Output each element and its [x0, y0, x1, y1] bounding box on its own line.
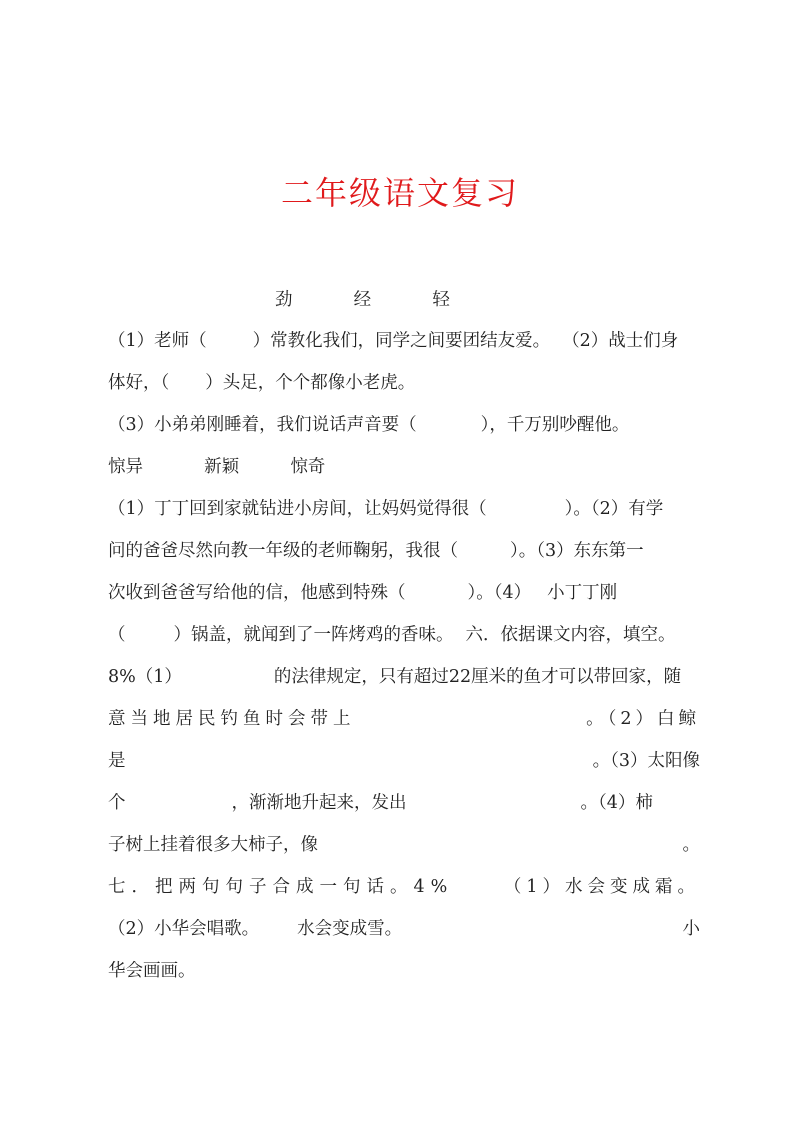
word-item: 惊奇	[290, 457, 326, 477]
text-span: 意当地居民钓鱼时会带上	[108, 709, 356, 729]
text-line	[108, 791, 700, 815]
text-line	[108, 329, 700, 353]
text-span: 子树上挂着很多大柿子，像	[108, 835, 318, 855]
text-span: ）。（4）	[467, 583, 532, 603]
text-span: 的法律规定，只有超过22厘米的鱼才可以带回家，随	[273, 667, 682, 687]
text-span: ）头足，个个都像小老虎。	[205, 373, 416, 393]
text-line	[108, 959, 700, 983]
text-span: 次收到爸爸写给他的信，他感到特殊（	[108, 583, 406, 603]
text-span: 8%（1）	[108, 667, 182, 687]
text-line	[108, 623, 700, 647]
word-item: 惊异	[108, 457, 143, 477]
text-span: 体好，（	[108, 373, 170, 393]
text-span: 华会画画。	[108, 961, 196, 981]
text-span: ）锅盖，就闻到了一阵烤鸡的香味。	[173, 625, 454, 645]
text-span: 六．依据课文内容，填空。	[465, 625, 676, 645]
text-span: （2）战士们身	[562, 331, 679, 351]
text-span: 七．把两句句子合成一句话。4%	[108, 877, 454, 897]
text-span: 。（4）柿	[580, 793, 653, 813]
word-item: 劲	[275, 290, 293, 310]
text-span: ，渐渐地升起来，发出	[231, 793, 407, 813]
text-line	[108, 581, 700, 605]
text-span: 个	[108, 793, 126, 813]
text-line	[108, 707, 700, 731]
text-line	[108, 371, 700, 395]
page-title: 二年级语文复习	[280, 174, 519, 212]
text-span: ）。（2）有学	[564, 499, 664, 519]
text-line	[108, 413, 700, 437]
text-span: 。（2）白鲸	[586, 709, 700, 729]
text-line	[108, 665, 700, 689]
text-span: （	[108, 625, 126, 645]
text-span: （3）小弟弟刚睡着，我们说话声音要（	[108, 415, 417, 435]
text-span: 小	[682, 919, 700, 939]
text-span: 。	[682, 835, 700, 855]
text-line	[108, 833, 700, 857]
word-item: 轻	[432, 290, 450, 310]
text-span: ），千万别吵醒他。	[480, 415, 630, 435]
word-group-1	[275, 288, 450, 312]
word-group-2	[108, 455, 700, 479]
text-span: （1）水会变成霜。	[503, 877, 700, 897]
word-item: 经	[353, 290, 372, 310]
text-line	[108, 875, 700, 899]
text-span: 小丁丁刚	[547, 583, 618, 603]
text-span: ）。（3）东东第一	[510, 541, 644, 561]
text-line	[108, 917, 700, 941]
text-line	[108, 497, 700, 521]
word-item: 新颖	[204, 457, 240, 477]
text-line	[108, 539, 700, 563]
text-span: （1）丁丁回到家就钻进小房间，让妈妈觉得很（	[108, 499, 487, 519]
text-span: 是	[108, 751, 126, 771]
text-span: 问的爸爸尽然向教一年级的老师鞠躬，我很（	[108, 541, 458, 561]
text-span: （2）小华会唱歌。	[108, 919, 260, 939]
text-span: （1）老师（	[108, 331, 207, 351]
text-span: ）常教化我们，同学之间要团结友爱。	[252, 331, 551, 351]
text-span: 水会变成雪。	[297, 919, 403, 939]
text-span: 。（3）太阳像	[592, 751, 700, 771]
text-line	[108, 749, 700, 773]
